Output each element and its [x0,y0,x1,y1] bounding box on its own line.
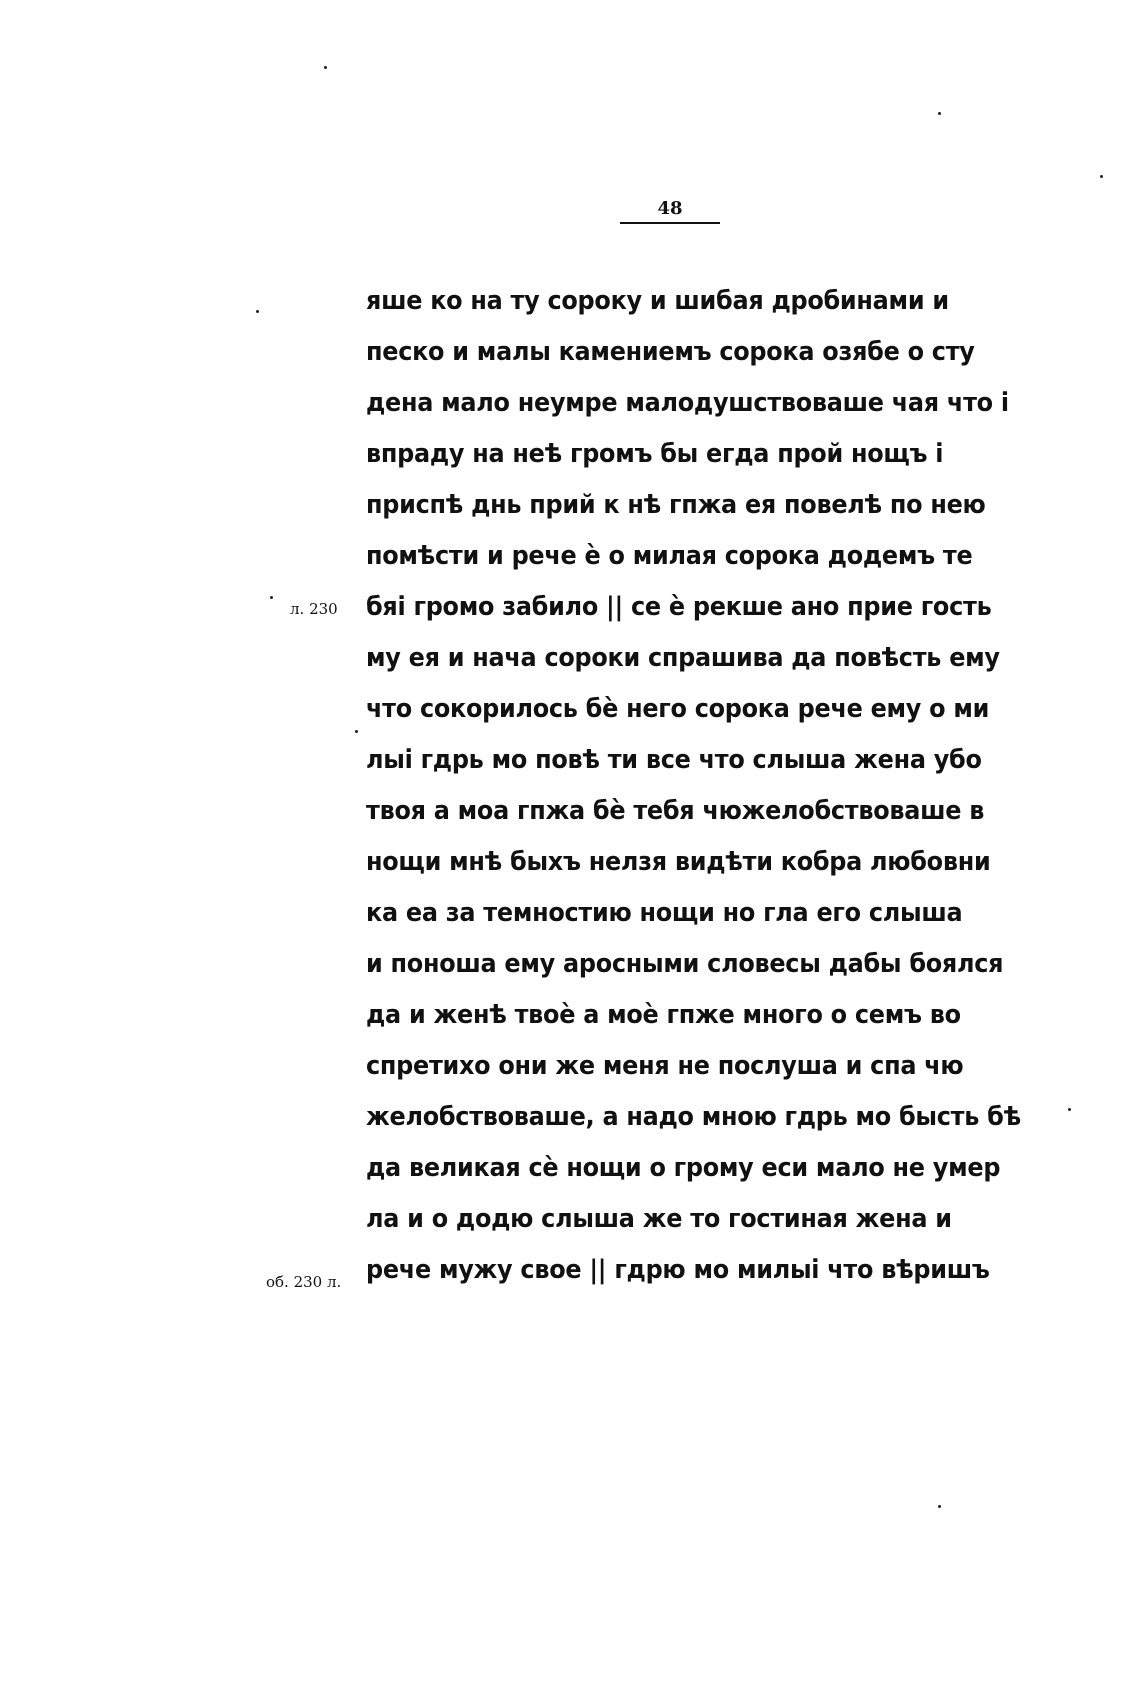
text-line: впраду на неѣ громъ бы егда прой нощъ і [366,439,944,469]
scan-speck [1100,175,1103,178]
text-line: и поноша ему аросными словесы дабы боялся [366,949,1004,979]
scan-speck [938,1505,941,1508]
text-line: бяі громо забило || се ѐ рекше ано прие гость [366,592,992,622]
text-line: ла и о додю слыша же то гостиная жена и [366,1204,952,1234]
margin-note-folio-verso: об. 230 л. [266,1273,342,1291]
text-line: да великая сѐ нощи о грому еси мало не умер [366,1153,1001,1183]
text-line: дена мало неумре малодушствоваше чая что і [366,388,1009,418]
text-line: помѣсти и рече ѐ о милая сорока додемъ те [366,541,973,571]
scan-speck [256,310,259,313]
scan-speck [355,730,358,733]
scan-speck [1068,1108,1071,1111]
main-text-block [366,276,1021,1296]
text-line: му ея и нача сороки спрашива да повѣсть ему [366,643,1000,673]
scan-speck [324,66,327,69]
margin-note-folio: л. 230 [290,600,338,618]
text-line: нощи мнѣ быхъ нелзя видѣти кобра любовни [366,847,991,877]
text-line: да и женѣ твоѐ а моѐ гпже много о семъ во [366,1000,961,1030]
text-line: ка еа за темностию нощи но гла его слыша [366,898,963,928]
text-line: яше ко на ту сороку и шибая дробинами и [366,286,949,316]
page-number-underline [620,222,720,224]
text-line: приспѣ днь прий к нѣ гпжа ея повелѣ по нею [366,490,986,520]
text-line: лыі гдрь мо повѣ ти все что слыша жена убо [366,745,982,775]
page-number: 48 [657,198,683,219]
text-line: спретихо они же меня не послуша и спа чю [366,1051,964,1081]
text-line: желобствоваше, а надо мною гдрь мо бысть бѣ [366,1102,1021,1132]
text-line: что сокорилось бѐ него сорока рече ему о ми [366,694,990,724]
scan-speck [938,112,941,115]
text-line: рече мужу свое || гдрю мо милыі что вѣришъ [366,1255,990,1285]
text-line: песко и малы камениемъ сорока озябе о сту [366,337,975,367]
text-line: твоя а моа гпжа бѐ тебя чюжелобствоваше в [366,796,985,826]
scan-speck [270,596,273,599]
